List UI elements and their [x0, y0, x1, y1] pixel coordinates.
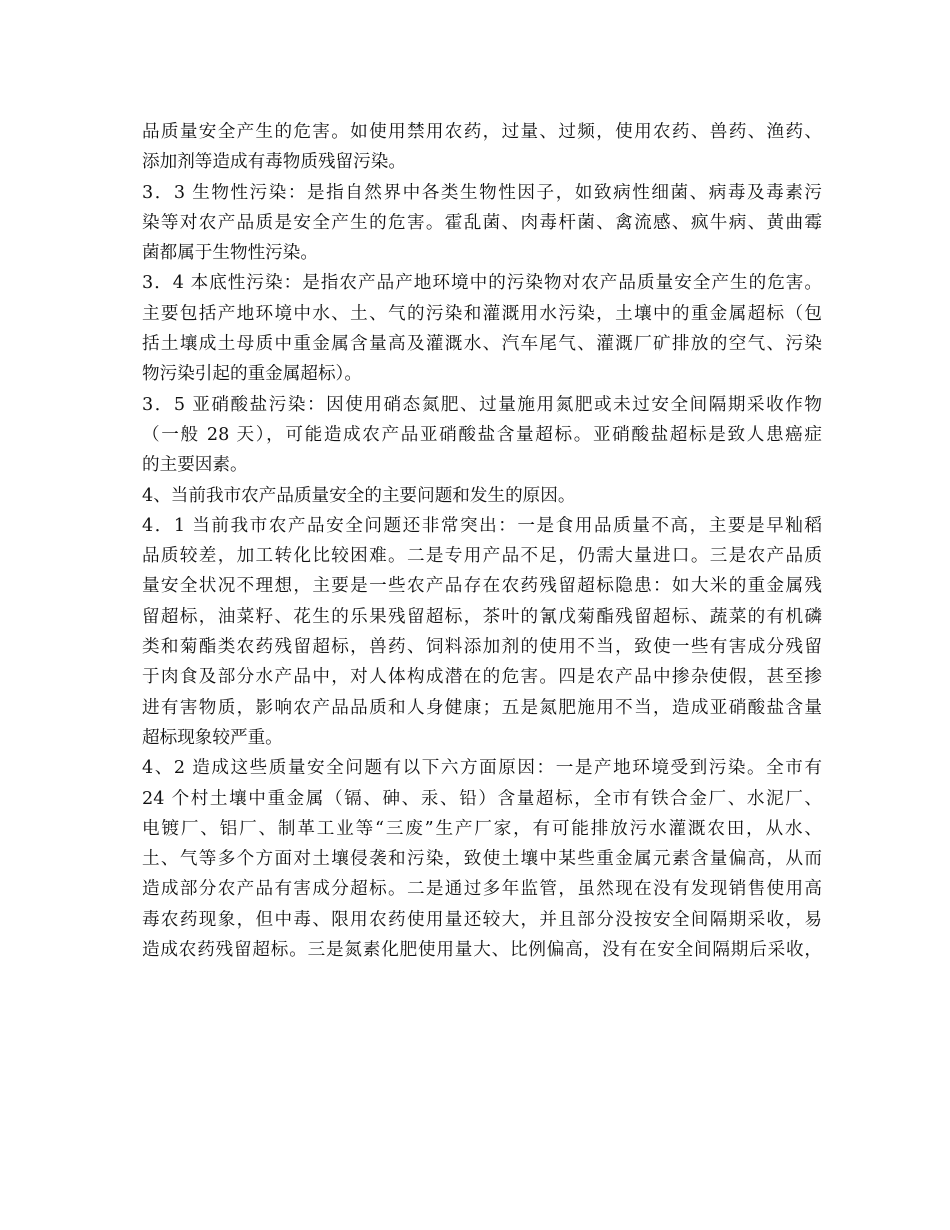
text-line: 添加剂等造成有毒物质残留污染。: [142, 152, 406, 173]
section-3-5-line: 3．5 亚硝酸盐污染：因使用硝态氮肥、过量施用氮肥或未过安全间隔期采收作物: [142, 394, 822, 415]
text-line: 进有害物质，影响农产品品质和人身健康；五是氮肥施用不当，造成亚硝酸盐含量: [142, 697, 822, 718]
text-line: 染等对农产品质是安全产生的危害。霍乱菌、肉毒杆菌、禽流感、疯牛病、黄曲霉: [142, 212, 822, 233]
text-line: 毒农药现象，但中毒、限用农药使用量还较大，并且部分没按安全间隔期采收，易: [142, 909, 822, 930]
text-line: 类和菊酯类农药残留超标，兽药、饲料添加剂的使用不当，致使一些有害成分残留: [142, 637, 822, 658]
text-line: （一般 28 天），可能造成农产品亚硝酸盐含量超标。亚硝酸盐超标是致人患癌症: [142, 424, 822, 445]
text-line: 留超标，油菜籽、花生的乐果残留超标，茶叶的氰戊菊酯残留超标、蔬菜的有机磷: [142, 606, 822, 627]
text-line: 土、气等多个方面对土壤侵袭和污染，致使土壤中某些重金属元素含量偏高，从而: [142, 849, 822, 870]
text-line: 主要包括产地环境中水、土、气的污染和灌溉用水污染，土壤中的重金属超标（包: [142, 303, 822, 324]
text-line: 物污染引起的重金属超标）。: [142, 364, 362, 385]
text-line: 造成部分农产品有害成分超标。二是通过多年监管，虽然现在没有发现销售使用高: [142, 879, 822, 900]
text-line: 电镀厂、铝厂、制革工业等“三废”生产厂家，有可能排放污水灌溉农田，从水、: [142, 818, 822, 839]
section-4-1-line: 4．1 当前我市农产品安全问题还非常突出：一是食用品质量不高，主要是早籼稻: [142, 515, 822, 536]
section-3-4-line: 3．4 本底性污染：是指农产品产地环境中的污染物对农产品质量安全产生的危害。: [142, 273, 822, 294]
text-line: 品质较差，加工转化比较困难。二是专用产品不足，仍需大量进口。三是农产品质: [142, 546, 822, 567]
section-4-heading: 4、当前我市农产品质量安全的主要问题和发生的原因。: [142, 485, 576, 506]
text-line: 造成农药残留超标。三是氮素化肥使用量大、比例偏高，没有在安全间隔期后采收，: [142, 940, 822, 961]
section-4-2-line: 4、2 造成这些质量安全问题有以下六方面原因：一是产地环境受到污染。全市有: [142, 758, 822, 779]
document-body: [142, 117, 822, 965]
text-line: 24 个村土壤中重金属（镉、砷、汞、铅）含量超标，全市有铁合金厂、水泥厂、: [142, 788, 822, 809]
text-line: 品质量安全产生的危害。如使用禁用农药，过量、过频，使用农药、兽药、渔药、: [142, 122, 822, 142]
text-line: 的主要因素。: [142, 455, 248, 476]
text-line: 括土壤成土母质中重金属含量高及灌溉水、汽车尾气、灌溉厂矿排放的空气、污染: [142, 334, 822, 355]
text-line: 于肉食及部分水产品中，对人体构成潜在的危害。四是农产品中掺杂使假，甚至掺: [142, 667, 822, 688]
section-3-3-line: 3．3 生物性污染：是指自然界中各类生物性因子，如致病性细菌、病毒及毒素污: [142, 182, 822, 203]
text-line: 超标现象较严重。: [142, 727, 283, 748]
text-line: 量安全状况不理想，主要是一些农产品存在农药残留超标隐患：如大米的重金属残: [142, 576, 822, 597]
text-line: 菌都属于生物性污染。: [142, 243, 318, 264]
